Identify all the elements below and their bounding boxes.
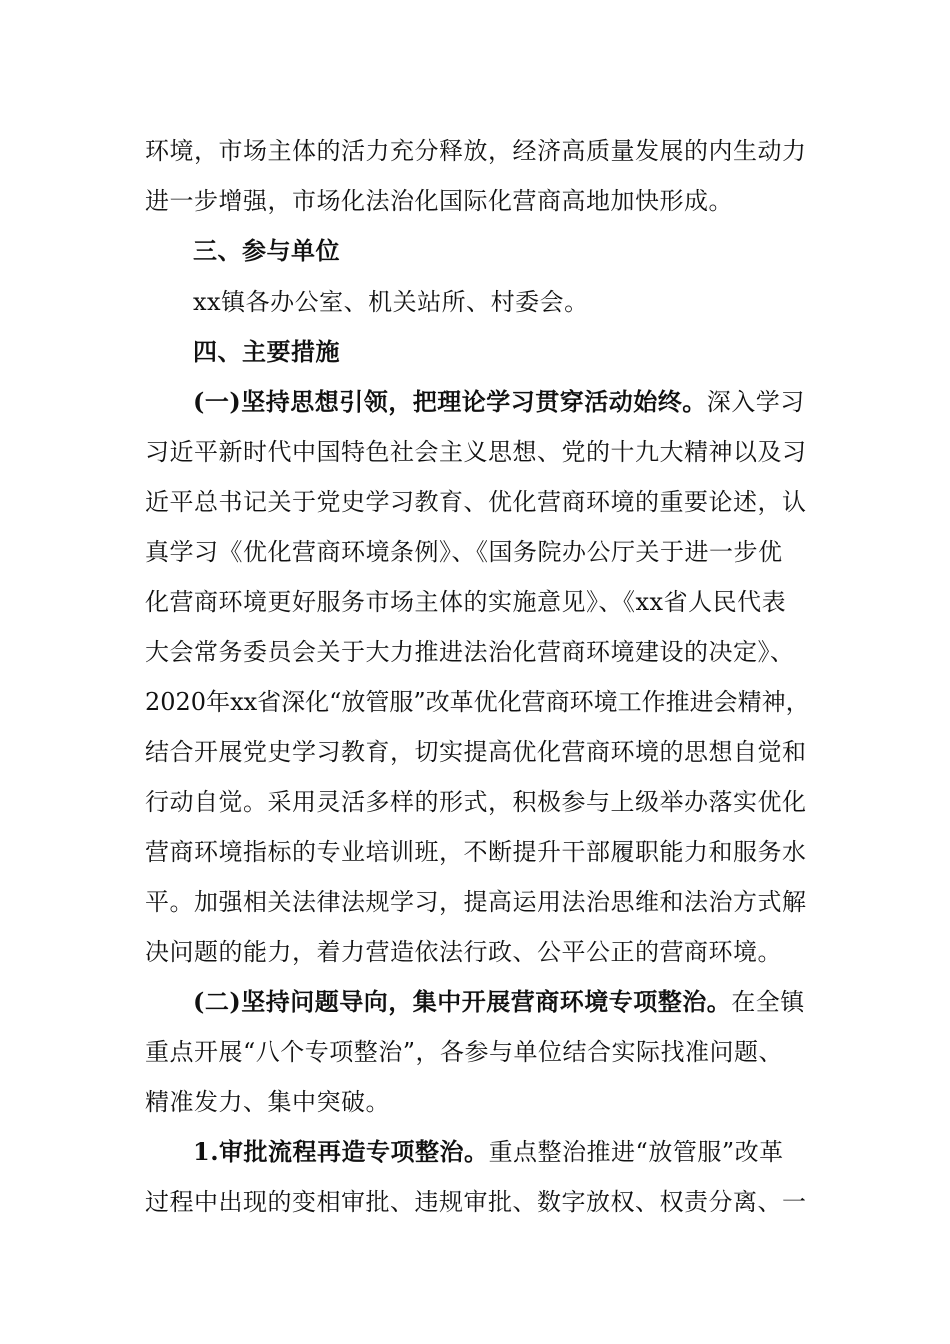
section-heading: 三、参与单位 [193, 236, 340, 265]
paragraph-line: 重点开展“八个专项整治”，各参与单位结合实际找准问题、 [145, 1038, 784, 1066]
paragraph-line: 营商环境指标的专业培训班，不断提升干部履职能力和服务水 [145, 838, 807, 866]
paragraph-line: 结合开展党史学习教育，切实提高优化营商环境的思想自觉和 [145, 738, 807, 766]
section-heading: 四、主要措施 [193, 337, 340, 366]
paragraph-line: 过程中出现的变相审批、违规审批、数字放权、权责分离、一 [145, 1188, 807, 1216]
paragraph-line [193, 986, 805, 1018]
paragraph-line: xx镇各办公室、机关站所、村委会。 [193, 288, 589, 316]
body-text: 深入学习 [706, 388, 805, 416]
paragraph-line: 行动自觉。采用灵活多样的形式，积极参与上级举办落实优化 [145, 788, 807, 816]
paragraph-line: 真学习《优化营商环境条例》、《国务院办公厅关于进一步优 [145, 538, 783, 566]
body-text: 在全镇 [731, 988, 805, 1016]
paragraph-line: 2020年xx省深化“放管服”改革优化营商环境工作推进会精神， [145, 688, 810, 716]
subheading-text: (二)坚持问题导向，集中开展营商环境专项整治。 [193, 987, 732, 1016]
paragraph-line: 决问题的能力，着力营造依法行政、公平公正的营商环境。 [145, 938, 782, 966]
subheading-text: (一)坚持思想引领，把理论学习贯穿活动始终。 [193, 387, 707, 416]
paragraph-line: 平。加强相关法律法规学习，提高运用法治思维和法治方式解 [145, 888, 807, 916]
paragraph-line: 习近平新时代中国特色社会主义思想、党的十九大精神以及习 [145, 438, 807, 466]
paragraph-line [193, 386, 805, 418]
paragraph-line: 进一步增强，市场化法治化国际化营商高地加快形成。 [145, 187, 733, 215]
paragraph-line: 环境，市场主体的活力充分释放，经济高质量发展的内生动力 [145, 137, 807, 165]
body-text: 重点整治推进“放管服”改革 [488, 1138, 784, 1166]
paragraph-line: 精准发力、集中突破。 [145, 1088, 390, 1116]
subheading-text: 1.审批流程再造专项整治。 [193, 1137, 489, 1166]
paragraph-line [193, 1136, 784, 1168]
paragraph-line: 近平总书记关于党史学习教育、优化营商环境的重要论述，认 [145, 488, 807, 516]
paragraph-line: 大会常务委员会关于大力推进法治化营商环境建设的决定》、 [145, 638, 795, 666]
paragraph-line: 化营商环境更好服务市场主体的实施意见》、《xx省人民代表 [145, 588, 787, 616]
